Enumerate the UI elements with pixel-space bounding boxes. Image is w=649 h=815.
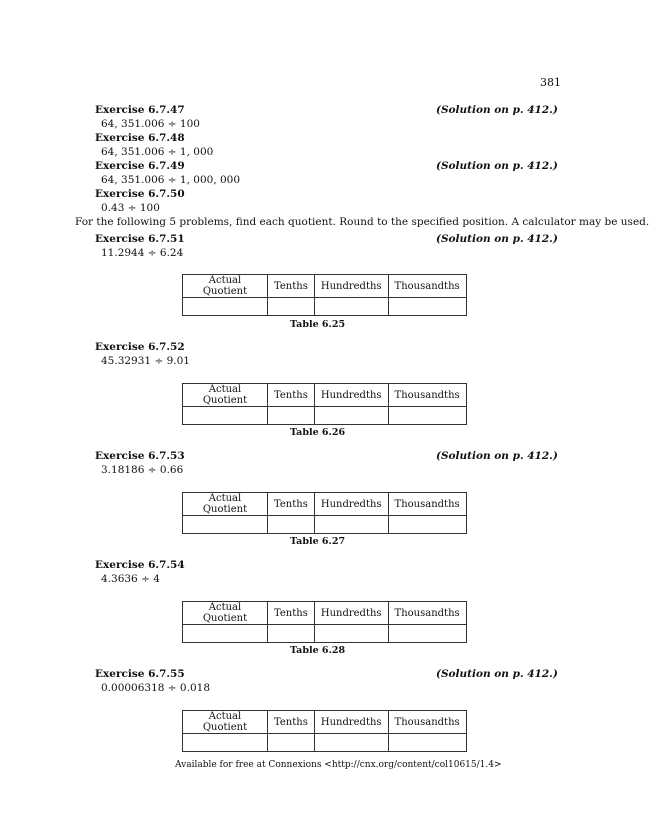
header-thousandths: Thousandths bbox=[388, 384, 466, 407]
exercise-expression: 11.2944 ÷ 6.24 bbox=[101, 247, 184, 259]
answer-cell[interactable] bbox=[388, 407, 466, 425]
header-tenths: Tenths bbox=[268, 602, 315, 625]
quotient-table bbox=[182, 710, 467, 752]
header-tenths: Tenths bbox=[268, 493, 315, 516]
exercise-title: Exercise 6.7.49 bbox=[95, 160, 185, 172]
answer-cell[interactable] bbox=[388, 625, 466, 643]
solution-link[interactable]: (Solution on p. 412.) bbox=[436, 104, 558, 116]
exercise-title: Exercise 6.7.52 bbox=[95, 341, 185, 353]
header-actual-quotient: Actual Quotient bbox=[183, 493, 268, 516]
table-caption: Table 6.28 bbox=[290, 645, 346, 656]
answer-cell[interactable] bbox=[183, 298, 268, 316]
header-actual-quotient: Actual Quotient bbox=[183, 711, 268, 734]
header-thousandths: Thousandths bbox=[388, 602, 466, 625]
table-caption: Table 6.25 bbox=[290, 319, 346, 330]
exercise-title: Exercise 6.7.54 bbox=[95, 559, 185, 571]
header-hundredths: Hundredths bbox=[314, 493, 388, 516]
answer-cell[interactable] bbox=[388, 734, 466, 752]
quotient-table bbox=[182, 601, 467, 643]
answer-cell[interactable] bbox=[268, 516, 315, 534]
exercise-title: Exercise 6.7.51 bbox=[95, 233, 185, 245]
header-actual-quotient: Actual Quotient bbox=[183, 275, 268, 298]
header-hundredths: Hundredths bbox=[314, 711, 388, 734]
header-hundredths: Hundredths bbox=[314, 275, 388, 298]
exercise-title: Exercise 6.7.48 bbox=[95, 132, 185, 144]
header-actual-quotient: Actual Quotient bbox=[183, 384, 268, 407]
answer-cell[interactable] bbox=[314, 298, 388, 316]
page-number: 381 bbox=[540, 76, 561, 89]
exercise-expression: 0.43 ÷ 100 bbox=[101, 202, 160, 214]
solution-link[interactable]: (Solution on p. 412.) bbox=[436, 450, 558, 462]
answer-cell[interactable] bbox=[183, 407, 268, 425]
header-tenths: Tenths bbox=[268, 275, 315, 298]
table-caption: Table 6.26 bbox=[290, 427, 346, 438]
header-actual-quotient: Actual Quotient bbox=[183, 602, 268, 625]
answer-cell[interactable] bbox=[268, 734, 315, 752]
table-row bbox=[183, 734, 467, 752]
header-hundredths: Hundredths bbox=[314, 602, 388, 625]
header-hundredths: Hundredths bbox=[314, 384, 388, 407]
exercise-expression: 3.18186 ÷ 0.66 bbox=[101, 464, 184, 476]
instructions-paragraph: For the following 5 problems, find each quotient. Round to the specified position. A calculator may be used. bbox=[75, 216, 649, 228]
quotient-table bbox=[182, 383, 467, 425]
answer-cell[interactable] bbox=[183, 625, 268, 643]
answer-cell[interactable] bbox=[183, 516, 268, 534]
solution-link[interactable]: (Solution on p. 412.) bbox=[436, 668, 558, 680]
answer-cell[interactable] bbox=[314, 516, 388, 534]
table-row bbox=[183, 298, 467, 316]
answer-cell[interactable] bbox=[314, 625, 388, 643]
exercise-title: Exercise 6.7.55 bbox=[95, 668, 185, 680]
exercise-expression: 0.00006318 ÷ 0.018 bbox=[101, 682, 210, 694]
header-thousandths: Thousandths bbox=[388, 275, 466, 298]
table-caption: Table 6.27 bbox=[290, 536, 346, 547]
exercise-title: Exercise 6.7.47 bbox=[95, 104, 185, 116]
exercise-expression: 45.32931 ÷ 9.01 bbox=[101, 355, 190, 367]
exercise-expression: 64, 351.006 ÷ 100 bbox=[101, 118, 200, 130]
answer-cell[interactable] bbox=[183, 734, 268, 752]
table-row bbox=[183, 625, 467, 643]
quotient-table bbox=[182, 492, 467, 534]
exercise-expression: 64, 351.006 ÷ 1, 000 bbox=[101, 146, 214, 158]
table-row bbox=[183, 516, 467, 534]
answer-cell[interactable] bbox=[388, 298, 466, 316]
exercise-title: Exercise 6.7.53 bbox=[95, 450, 185, 462]
answer-cell[interactable] bbox=[314, 407, 388, 425]
exercise-expression: 4.3636 ÷ 4 bbox=[101, 573, 160, 585]
quotient-table bbox=[182, 274, 467, 316]
header-thousandths: Thousandths bbox=[388, 493, 466, 516]
answer-cell[interactable] bbox=[314, 734, 388, 752]
header-tenths: Tenths bbox=[268, 711, 315, 734]
page-footer: Available for free at Connexions <http://cnx.org/content/col10615/1.4> bbox=[175, 760, 502, 770]
answer-cell[interactable] bbox=[268, 407, 315, 425]
header-thousandths: Thousandths bbox=[388, 711, 466, 734]
solution-link[interactable]: (Solution on p. 412.) bbox=[436, 160, 558, 172]
answer-cell[interactable] bbox=[388, 516, 466, 534]
header-tenths: Tenths bbox=[268, 384, 315, 407]
answer-cell[interactable] bbox=[268, 298, 315, 316]
exercise-title: Exercise 6.7.50 bbox=[95, 188, 185, 200]
answer-cell[interactable] bbox=[268, 625, 315, 643]
solution-link[interactable]: (Solution on p. 412.) bbox=[436, 233, 558, 245]
exercise-expression: 64, 351.006 ÷ 1, 000, 000 bbox=[101, 174, 241, 186]
table-row bbox=[183, 407, 467, 425]
